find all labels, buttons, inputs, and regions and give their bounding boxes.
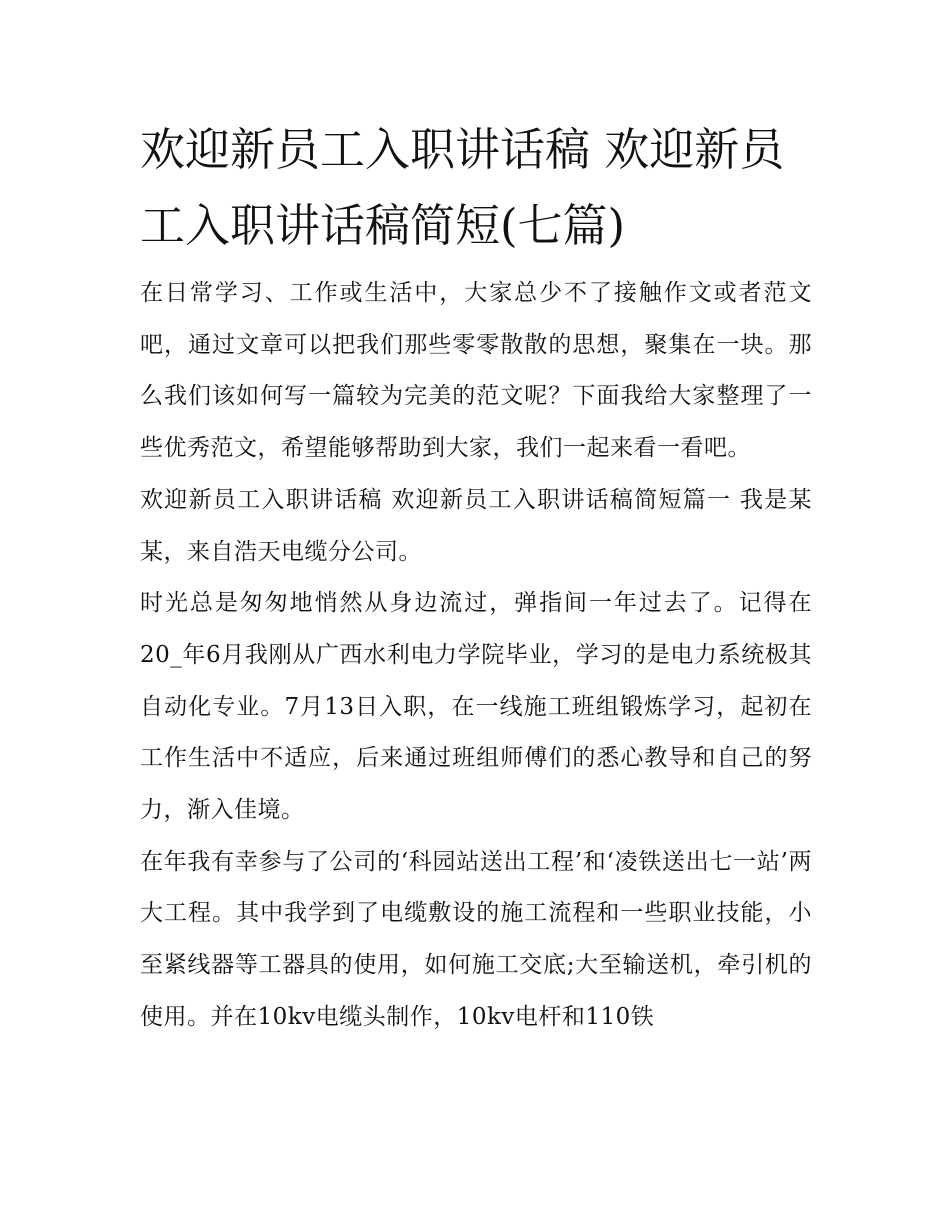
paragraph-intro: 在日常学习、工作或生活中，大家总少不了接触作文或者范文吧，通过文章可以把我们那些零零散散的思想，聚集在一块。那么我们该如何写一篇较为完美的范文呢？下面我给大家整理了一些优秀范文，希望能够帮助到大家，我们一起来看一看吧。 — [140, 280, 812, 462]
document-body — [140, 112, 812, 1044]
paragraph-projects: 在年我有幸参与了公司的‘科园站送出工程’和‘凌铁送出七一站’两大工程。其中我学到了电缆敷设的施工流程和一些职业技能，小至紧线器等工器具的使用，如何施工交底;大至输送机，牵引机的使用。并在10kv电缆头制作，10kv电杆和110铁 — [140, 848, 812, 1030]
paragraph-work-history: 时光总是匆匆地悄然从身边流过，弹指间一年过去了。记得在20_年6月我刚从广西水利电力学院毕业，学习的是电力系统极其自动化专业。7月13日入职，在一线施工班组锻炼学习，起初在工作生活中不适应，后来通过班组师傅们的悉心教导和自己的努力，渐入佳境。 — [140, 590, 812, 824]
paragraph-speech-opening: 欢迎新员工入职讲话稿 欢迎新员工入职讲话稿简短篇一 我是某某，来自浩天电缆分公司。 — [140, 486, 812, 565]
document-title: 欢迎新员工入职讲话稿 欢迎新员工入职讲话稿简短(七篇) — [140, 123, 785, 252]
